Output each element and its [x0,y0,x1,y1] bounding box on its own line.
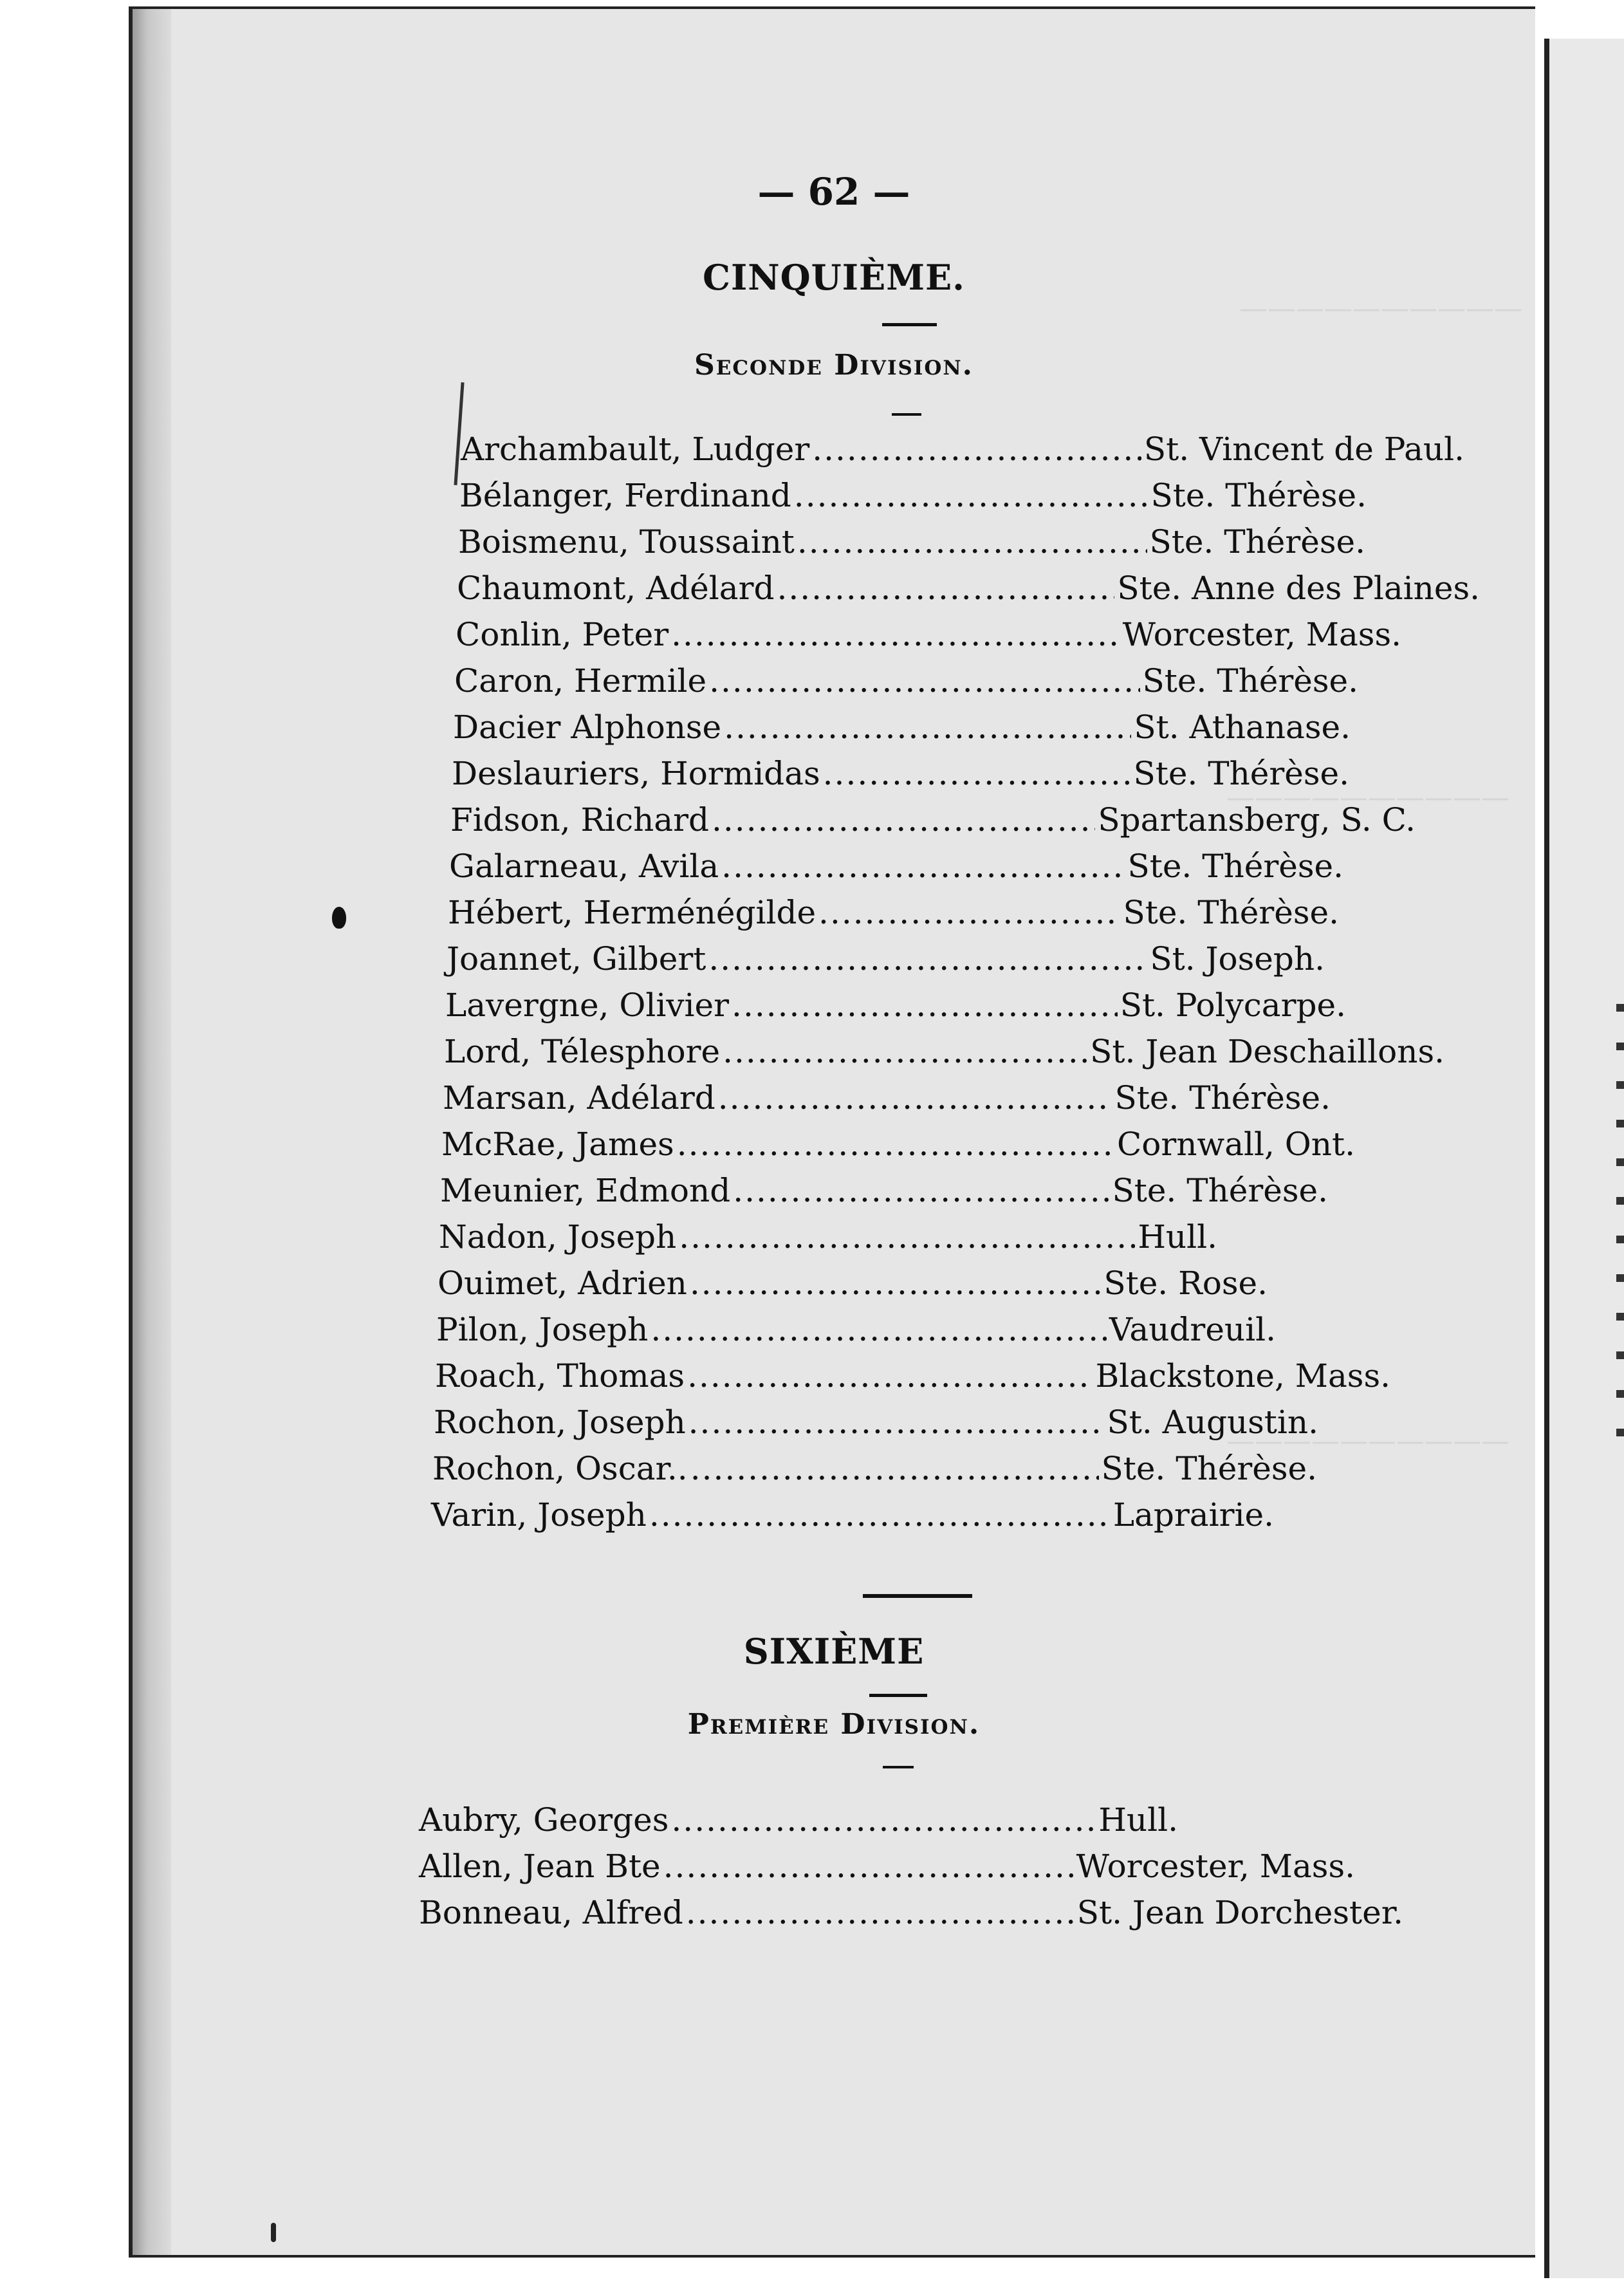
list-item [449,848,1343,885]
student-place: Worcester, Mass. [1076,1848,1355,1885]
leader-dots [818,894,1120,931]
student-place: Ste. Thérèse. [1150,477,1367,514]
list-item [461,431,1464,468]
student-name: Meunier, Edmond [440,1172,731,1209]
student-name: Rochon, Joseph [434,1404,686,1441]
list-item [431,1496,1274,1534]
leader-dots [690,1450,1099,1487]
leader-dots [732,987,1118,1024]
student-name: Conlin, Peter [456,616,669,653]
student-place: Ste. Thérèse. [1123,894,1339,931]
leader-dots [671,1801,1096,1839]
list-item [438,1265,1268,1302]
list-item [441,1126,1355,1163]
leader-dots [709,662,1140,700]
list-item [444,1033,1444,1070]
list-item [453,709,1351,746]
section-title-cinquieme: CINQUIÈME. [703,257,965,298]
leader-dots [712,801,1095,839]
student-place: Ste. Thérèse. [1114,1079,1331,1117]
student-place: Spartansberg, S. C. [1098,801,1416,839]
list-item [456,616,1401,653]
list-item [454,662,1358,700]
division-title-premiere: Première Division. [687,1708,981,1741]
student-name: McRae, James [441,1126,674,1163]
student-name: Aubry, Georges [419,1801,669,1839]
title-rule [882,323,937,326]
student-name: Roach, Thomas [435,1357,685,1395]
leader-dots [651,1311,1107,1348]
leader-dots [708,940,1147,978]
section-separator-rule [863,1594,972,1598]
student-name: Lavergne, Olivier [445,987,730,1024]
leader-dots [718,1079,1112,1117]
student-place: Cornwall, Ont. [1116,1126,1355,1163]
student-name: Deslauriers, Hormidas [452,755,820,792]
page-content [133,9,1535,2255]
leader-dots [663,1848,1074,1885]
leader-dots [823,755,1131,792]
student-name: Hébert, Herménégilde [448,894,817,931]
student-place: St. Vincent de Paul. [1143,431,1464,468]
student-name: Rochon, Oscar.. [432,1450,688,1487]
leader-dots [794,477,1149,514]
student-place: Ste. Thérèse. [1127,848,1343,885]
student-place: Worcester, Mass. [1122,616,1401,653]
facing-page-text-fragments [1616,1004,1624,1454]
list-item [435,1357,1390,1395]
student-name: Ouimet, Adrien [438,1265,687,1302]
leader-dots [724,709,1131,746]
leader-dots [721,848,1125,885]
student-name: Archambault, Ludger [461,431,810,468]
bleed-through: —————————— [1239,292,1522,325]
student-place: Hull. [1138,1218,1217,1256]
leader-dots [777,570,1114,607]
student-place: Ste. Thérèse. [1133,755,1349,792]
leader-dots [733,1172,1109,1209]
student-name: Joannet, Gilbert [447,940,706,978]
student-name: Fidson, Richard [450,801,710,839]
list-item [452,755,1349,792]
ink-blot-mark [332,907,346,929]
leader-dots [812,431,1141,468]
leader-dots [686,1894,1075,1931]
student-name: Pilon, Joseph [436,1311,649,1348]
student-name: Bonneau, Alfred [419,1894,683,1931]
student-place: Ste. Thérèse. [1142,662,1358,700]
student-place: Laprairie. [1112,1496,1274,1534]
list-item [443,1079,1331,1117]
leader-dots [688,1404,1105,1441]
student-name: Chaumont, Adélard [457,570,775,607]
list-item [434,1404,1318,1441]
student-place: Ste. Thérèse. [1101,1450,1317,1487]
list-item [445,987,1346,1024]
title-rule [869,1694,927,1697]
student-name: Caron, Hermile [454,662,707,700]
leader-dots [679,1218,1135,1256]
student-place: Ste. Thérèse. [1112,1172,1328,1209]
leader-dots [723,1033,1087,1070]
student-name: Galarneau, Avila [449,848,719,885]
section-title-sixieme: SIXIÈME [743,1631,925,1672]
facing-page-edge [1544,39,1624,2278]
page-number: — 62 — [757,170,910,214]
student-name: Nadon, Joseph [439,1218,677,1256]
student-place: Vaudreuil. [1109,1311,1276,1348]
leader-dots [677,1126,1114,1163]
bleed-through: —————————— [1226,1425,1509,1458]
list-item [459,477,1367,514]
student-place: Ste. Anne des Plaines. [1117,570,1480,607]
student-place: St. Joseph. [1150,940,1325,978]
leader-dots [687,1357,1093,1395]
student-name: Boismenu, Toussaint [458,523,795,561]
student-name: Lord, Télesphore [444,1033,721,1070]
bleed-through: —————————— [1226,781,1509,814]
list-item [458,523,1365,561]
list-item [450,801,1416,839]
list-item [447,940,1325,978]
corner-mark [271,2223,276,2242]
book-page [129,6,1535,2258]
student-name: Allen, Jean Bte [419,1848,661,1885]
student-place: Ste. Rose. [1103,1265,1268,1302]
student-name: Dacier Alphonse [453,709,722,746]
student-place: St. Athanase. [1134,709,1351,746]
student-place: Hull. [1098,1801,1178,1839]
list-item [440,1172,1328,1209]
student-place: St. Augustin. [1107,1404,1318,1441]
list-item [419,1801,1178,1839]
leader-dots [690,1265,1102,1302]
division-rule [892,413,921,416]
list-item [448,894,1339,931]
list-item [419,1848,1355,1885]
list-item [439,1218,1217,1256]
student-place: St. Polycarpe. [1120,987,1346,1024]
list-item [419,1894,1403,1931]
student-name: Bélanger, Ferdinand [459,477,791,514]
division-rule [883,1766,914,1768]
list-item [432,1450,1317,1487]
leader-dots [797,523,1147,561]
list-item [436,1311,1276,1348]
list-item [457,570,1480,607]
student-place: Blackstone, Mass. [1095,1357,1390,1395]
leader-dots [671,616,1120,653]
student-place: St. Jean Deschaillons. [1090,1033,1444,1070]
student-name: Marsan, Adélard [443,1079,715,1117]
student-place: Ste. Thérèse. [1149,523,1365,561]
student-place: St. Jean Dorchester. [1076,1894,1403,1931]
student-name: Varin, Joseph [431,1496,647,1534]
leader-dots [649,1496,1111,1534]
division-title-seconde: Seconde Division. [694,349,973,382]
